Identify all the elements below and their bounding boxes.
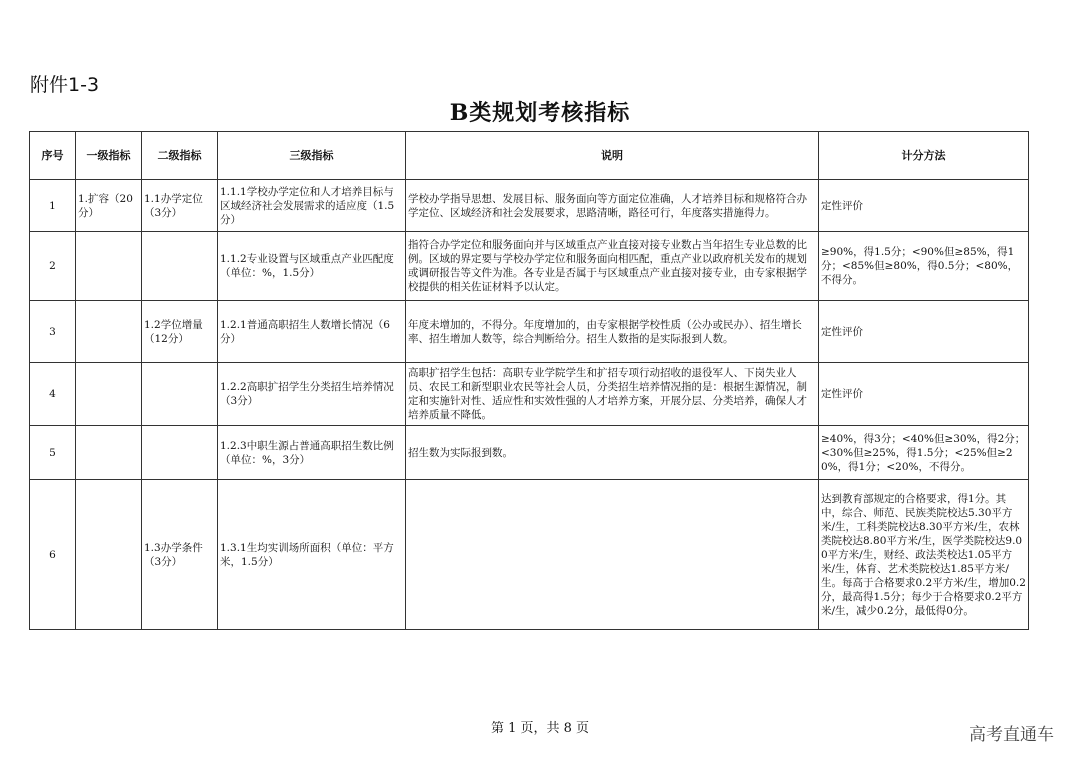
- level3-indicator: 1.1.1学校办学定位和人才培养目标与区域经济社会发展需求的适应度（1.5分）: [218, 180, 406, 232]
- page-title: B类规划考核指标: [449, 100, 631, 126]
- level2-indicator: 1.2学位增量（12分）: [142, 301, 218, 363]
- table-row: [30, 426, 1029, 480]
- level1-indicator: [76, 426, 142, 480]
- header-description: 说明: [406, 132, 819, 180]
- scoring-method: 定性评价: [819, 363, 1029, 426]
- header-no: 序号: [30, 132, 76, 180]
- level1-indicator: [76, 232, 142, 301]
- scoring-method: 定性评价: [819, 180, 1029, 232]
- table-row: [30, 232, 1029, 301]
- description: 高职扩招学生包括：高职专业学院学生和扩招专项行动招收的退役军人、下岗失业人员、农民工和新型职业农民等社会人员，分类招生培养情况指的是：根据生源情况，制定和实施针对性、适应性和实效性强的人才培养方案，开展分层、分类培养，确保人才培养质量不降低。: [406, 363, 819, 426]
- level3-indicator: 1.1.2专业设置与区域重点产业匹配度（单位：%，1.5分）: [218, 232, 406, 301]
- description: 指符合办学定位和服务面向并与区域重点产业直接对接专业数占当年招生专业总数的比例。区域的界定要与学校办学定位和服务面向相匹配，重点产业以政府机关发布的规划或调研报告等文件为准。各专业是否属于与区域重点产业直接对接专业，由专家根据学校提供的相关佐证材料予以认定。: [406, 232, 819, 301]
- level2-indicator: 1.3办学条件（3分）: [142, 480, 218, 630]
- table-row: [30, 363, 1029, 426]
- row-number: 3: [30, 301, 76, 363]
- table-row: [30, 180, 1029, 232]
- row-number: 1: [30, 180, 76, 232]
- header-level2: 二级指标: [142, 132, 218, 180]
- level3-indicator: 1.2.2高职扩招学生分类招生培养情况（3分）: [218, 363, 406, 426]
- row-number: 6: [30, 480, 76, 630]
- scoring-method: ≥90%，得1.5分；<90%但≥85%，得1分；<85%但≥80%，得0.5分；<80%，不得分。: [819, 232, 1029, 301]
- level1-indicator: 1.扩容（20分）: [76, 180, 142, 232]
- page-footer: 第 1 页，共 8 页: [490, 721, 590, 736]
- table-header-row: [30, 132, 1029, 180]
- description: [406, 480, 819, 630]
- level2-indicator: [142, 426, 218, 480]
- scoring-method: 定性评价: [819, 301, 1029, 363]
- table-row: [30, 301, 1029, 363]
- level1-indicator: [76, 301, 142, 363]
- level1-indicator: [76, 480, 142, 630]
- level3-indicator: 1.3.1生均实训场所面积（单位：平方米，1.5分）: [218, 480, 406, 630]
- scoring-method: 达到教育部规定的合格要求，得1分。其中，综合、师范、民族类院校达5.30平方米/生，工科类院校达8.30平方米/生，农林类院校达8.80平方米/生，医学类院校达9.00平方米/生，财经、政法类校达1.05平方米/生，体育、艺术类院校达1.85平方米/生。每高于合格要求0.2平方米/生，增加0.2分，最高得1.5分；每少于合格要求0.2平方米/生，减少0.2分，最低得0分。: [819, 480, 1029, 630]
- attachment-label: 附件1-3: [30, 74, 100, 96]
- header-level3: 三级指标: [218, 132, 406, 180]
- watermark: 高考直通车: [969, 725, 1054, 745]
- indicator-table: [29, 131, 1029, 630]
- level1-indicator: [76, 363, 142, 426]
- level3-indicator: 1.2.1普通高职招生人数增长情况（6分）: [218, 301, 406, 363]
- level2-indicator: [142, 363, 218, 426]
- level2-indicator: [142, 232, 218, 301]
- description: 招生数为实际报到数。: [406, 426, 819, 480]
- description: 学校办学指导思想、发展目标、服务面向等方面定位准确，人才培养目标和规格符合办学定位、区域经济和社会发展要求，思路清晰，路径可行，年度落实措施得力。: [406, 180, 819, 232]
- table-row: [30, 480, 1029, 630]
- row-number: 4: [30, 363, 76, 426]
- level3-indicator: 1.2.3中职生源占普通高职招生数比例（单位：%，3分）: [218, 426, 406, 480]
- scoring-method: ≥40%，得3分；<40%但≥30%，得2分；<30%但≥25%，得1.5分；<25%但≥20%，得1分；<20%，不得分。: [819, 426, 1029, 480]
- description: 年度未增加的，不得分。年度增加的，由专家根据学校性质（公办或民办）、招生增长率、招生增加人数等，综合判断给分。招生人数指的是实际报到人数。: [406, 301, 819, 363]
- header-level1: 一级指标: [76, 132, 142, 180]
- header-scoring: 计分方法: [819, 132, 1029, 180]
- level2-indicator: 1.1办学定位（3分）: [142, 180, 218, 232]
- row-number: 2: [30, 232, 76, 301]
- row-number: 5: [30, 426, 76, 480]
